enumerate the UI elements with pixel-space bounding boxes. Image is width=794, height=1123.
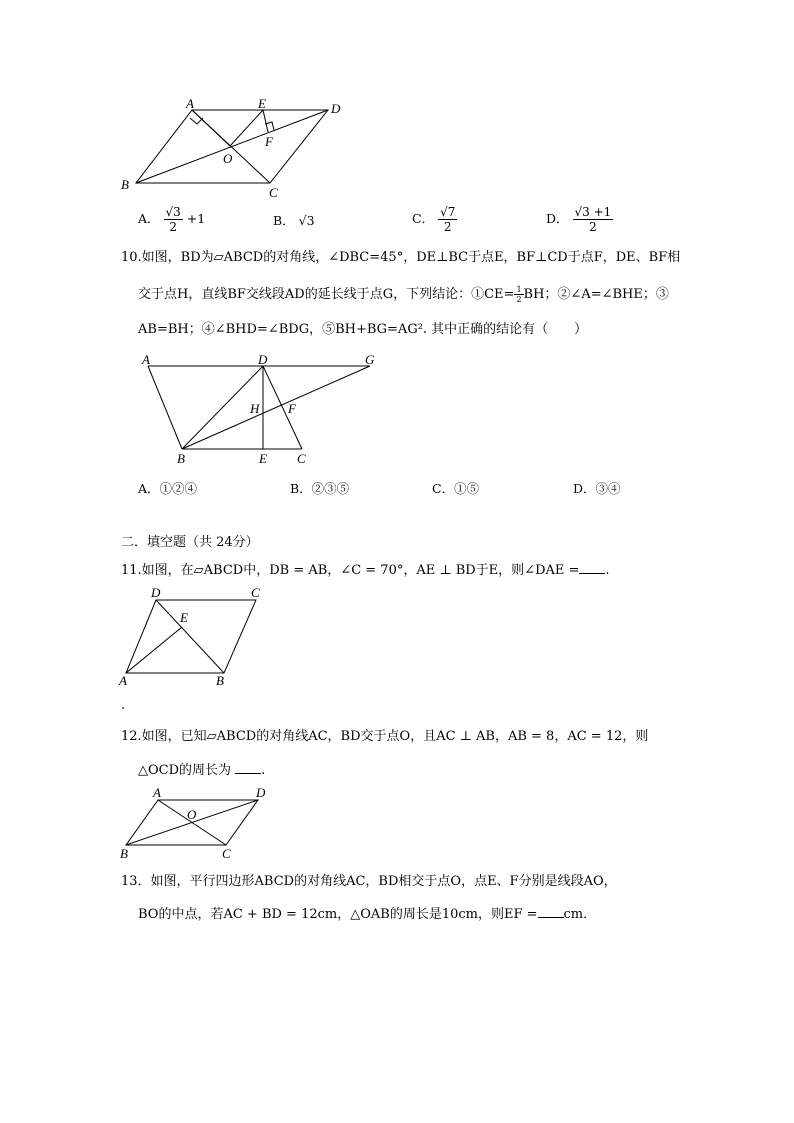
fig12-label-D: D	[256, 785, 266, 800]
fig10-label-B: B	[177, 451, 185, 466]
fig9-label-O: O	[223, 151, 233, 166]
fig11-label-B: B	[216, 673, 224, 688]
fig11-label-C: C	[251, 585, 260, 600]
fig9-label-F: F	[265, 134, 273, 149]
q10-line-3: AB=BH；④∠BHD=∠BDG，⑤BH+BG=AG². 其中正确的结论有（ ）	[138, 322, 588, 337]
q11-trailing-dot: .	[121, 698, 126, 713]
fig10-label-A: A	[142, 352, 150, 367]
fig11-label-D: D	[151, 585, 161, 600]
fig11-label-E: E	[180, 610, 188, 625]
fig12-label-C: C	[222, 846, 231, 861]
q10-option-c: C．①⑤	[432, 481, 480, 496]
fig10-label-C: C	[297, 451, 306, 466]
fig9-label-A: A	[186, 96, 194, 111]
fig12-label-B: B	[120, 846, 128, 861]
q12-line-1: 12.如图，已知▱ABCD的对角线AC，BD交于点O，且AC ⊥ AB，AB = 8，AC = 12，则	[121, 729, 649, 744]
q11-text: 11.如图，在▱ABCD中，DB = AB，∠C = 70°，AE ⊥ BD于E，则∠DAE = .	[121, 563, 610, 578]
q9-option-b: B． √3	[273, 213, 315, 228]
fig10-label-H: H	[250, 401, 260, 416]
q10-option-b: B．②③⑤	[290, 481, 350, 496]
section-fill-blank-heading: 二．填空题（共 24分）	[121, 535, 259, 550]
q13-line-2: BO的中点，若AC + BD = 12cm，△OAB的周长是10cm，则EF = cm．	[138, 907, 597, 922]
q13-line-1: 13．如图，平行四边形ABCD的对角线AC，BD相交于点O，点E、F分别是线段AO，	[121, 874, 617, 889]
q12-line-2: △OCD的周长为 .	[138, 763, 266, 778]
q9-option-a: A． $\frac{√3}{2}$ +1	[138, 205, 206, 234]
fig10-label-F: F	[288, 401, 296, 416]
fig9-label-D: D	[331, 101, 341, 116]
fig9-label-B: B	[121, 177, 129, 192]
fig12-label-A: A	[153, 785, 161, 800]
fig10-label-E: E	[259, 451, 267, 466]
q9-option-d: D． $\frac{√3 +1}{2}$	[546, 205, 612, 234]
fig10-label-D: D	[258, 352, 268, 367]
q10-line-1: 10.如图，BD为▱ABCD的对角线，∠DBC=45°，DE⊥BC于点E，BF⊥CD于点F，DE、BF相	[121, 250, 681, 265]
fig10-label-G: G	[365, 352, 375, 367]
fig9-label-E: E	[258, 96, 266, 111]
q13-answer-blank	[538, 905, 564, 918]
q10-option-d: D．③④	[573, 481, 621, 496]
fig12-label-O: O	[187, 807, 197, 822]
q10-option-a: A．①②④	[138, 481, 198, 496]
fig11-label-A: A	[119, 673, 127, 688]
q10-line-2: 交于点H，直线BF交线段AD的延长线于点G，下列结论：①CE= $\frac{1}{2}$ BH；②∠A=∠BHE；③	[138, 285, 669, 304]
fig9-label-C: C	[269, 185, 278, 200]
q9-option-c: C． $\frac{√7}{2}$	[412, 205, 456, 234]
